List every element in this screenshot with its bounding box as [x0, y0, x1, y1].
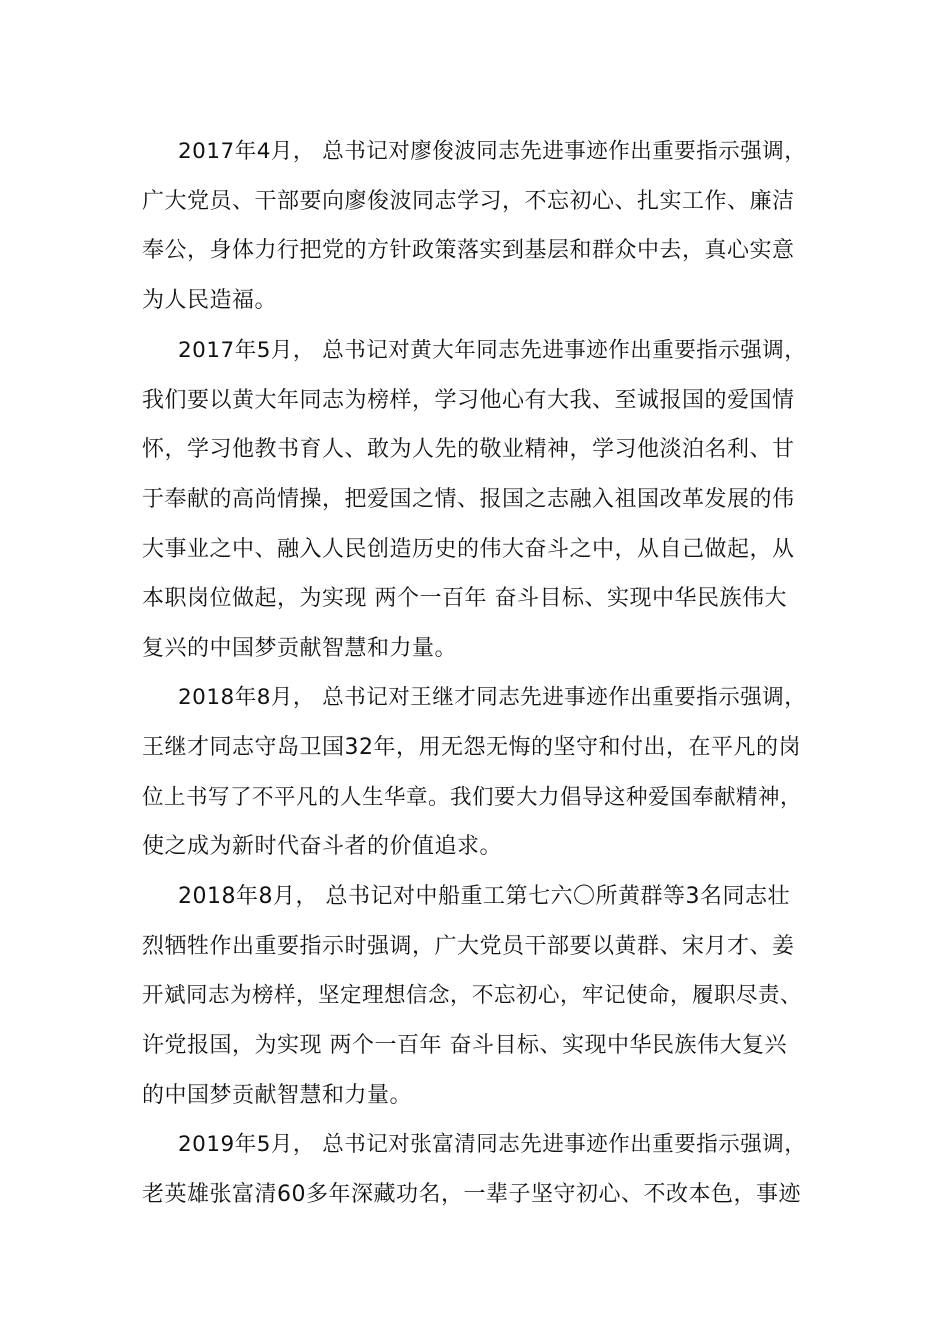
paragraph-1-line-1: 2017年4月， 总书记对廖俊波同志先进事迹作出重要指示强调， [178, 139, 807, 164]
paragraph-2-line-4: 于奉献的高尚情操，把爱国之情、报国之志融入祖国改革发展的伟 [142, 487, 795, 512]
paragraph-3-line-2: 王继才同志守岛卫国32年，用无怨无悔的坚守和付出，在平凡的岗 [142, 735, 801, 760]
paragraph-5-line-2: 老英雄张富清60多年深藏功名，一辈子坚守初心、不改本色，事迹 [142, 1182, 801, 1207]
paragraph-1-line-4: 为人民造福。 [142, 288, 278, 313]
paragraph-2-line-2: 我们要以黄大年同志为榜样，学习他心有大我、至诚报国的爱国情 [142, 388, 795, 413]
paragraph-1-line-3: 奉公，身体力行把党的方针政策落实到基层和群众中去，真心实意 [142, 238, 795, 263]
paragraph-1-line-2: 广大党员、干部要向廖俊波同志学习，不忘初心、扎实工作、廉洁 [142, 189, 795, 214]
paragraph-2-line-3: 怀，学习他教书育人、敢为人先的敬业精神，学习他淡泊名利、甘 [142, 437, 795, 462]
paragraph-3-line-1: 2018年8月， 总书记对王继才同志先进事迹作出重要指示强调， [178, 685, 807, 710]
paragraph-2-line-6: 本职岗位做起，为实现 两个一百年 奋斗目标、实现中华民族伟大 [142, 586, 787, 611]
paragraph-4-line-1: 2018年8月， 总书记对中船重工第七六〇所黄群等3名同志壮 [178, 884, 790, 909]
paragraph-2-line-1: 2017年5月， 总书记对黄大年同志先进事迹作出重要指示强调， [178, 338, 807, 363]
paragraph-4-line-5: 的中国梦贡献智慧和力量。 [142, 1083, 413, 1108]
paragraph-2-line-5: 大事业之中、融入人民创造历史的伟大奋斗之中，从自己做起，从 [142, 537, 795, 562]
paragraph-4-line-4: 许党报国，为实现 两个一百年 奋斗目标、实现中华民族伟大复兴 [142, 1033, 787, 1058]
paragraph-4-line-2: 烈牺牲作出重要指示时强调，广大党员干部要以黄群、宋月才、姜 [142, 934, 795, 959]
paragraph-2-line-7: 复兴的中国梦贡献智慧和力量。 [142, 636, 458, 661]
paragraph-4-line-3: 开斌同志为榜样，坚定理想信念，不忘初心，牢记使命，履职尽责、 [142, 983, 803, 1008]
paragraph-3-line-3: 位上书写了不平凡的人生华章。我们要大力倡导这种爱国奉献精神， [142, 785, 803, 810]
paragraph-5-line-1: 2019年5月， 总书记对张富清同志先进事迹作出重要指示强调， [178, 1132, 807, 1157]
paragraph-3-line-4: 使之成为新时代奋斗者的价值追求。 [142, 834, 503, 859]
